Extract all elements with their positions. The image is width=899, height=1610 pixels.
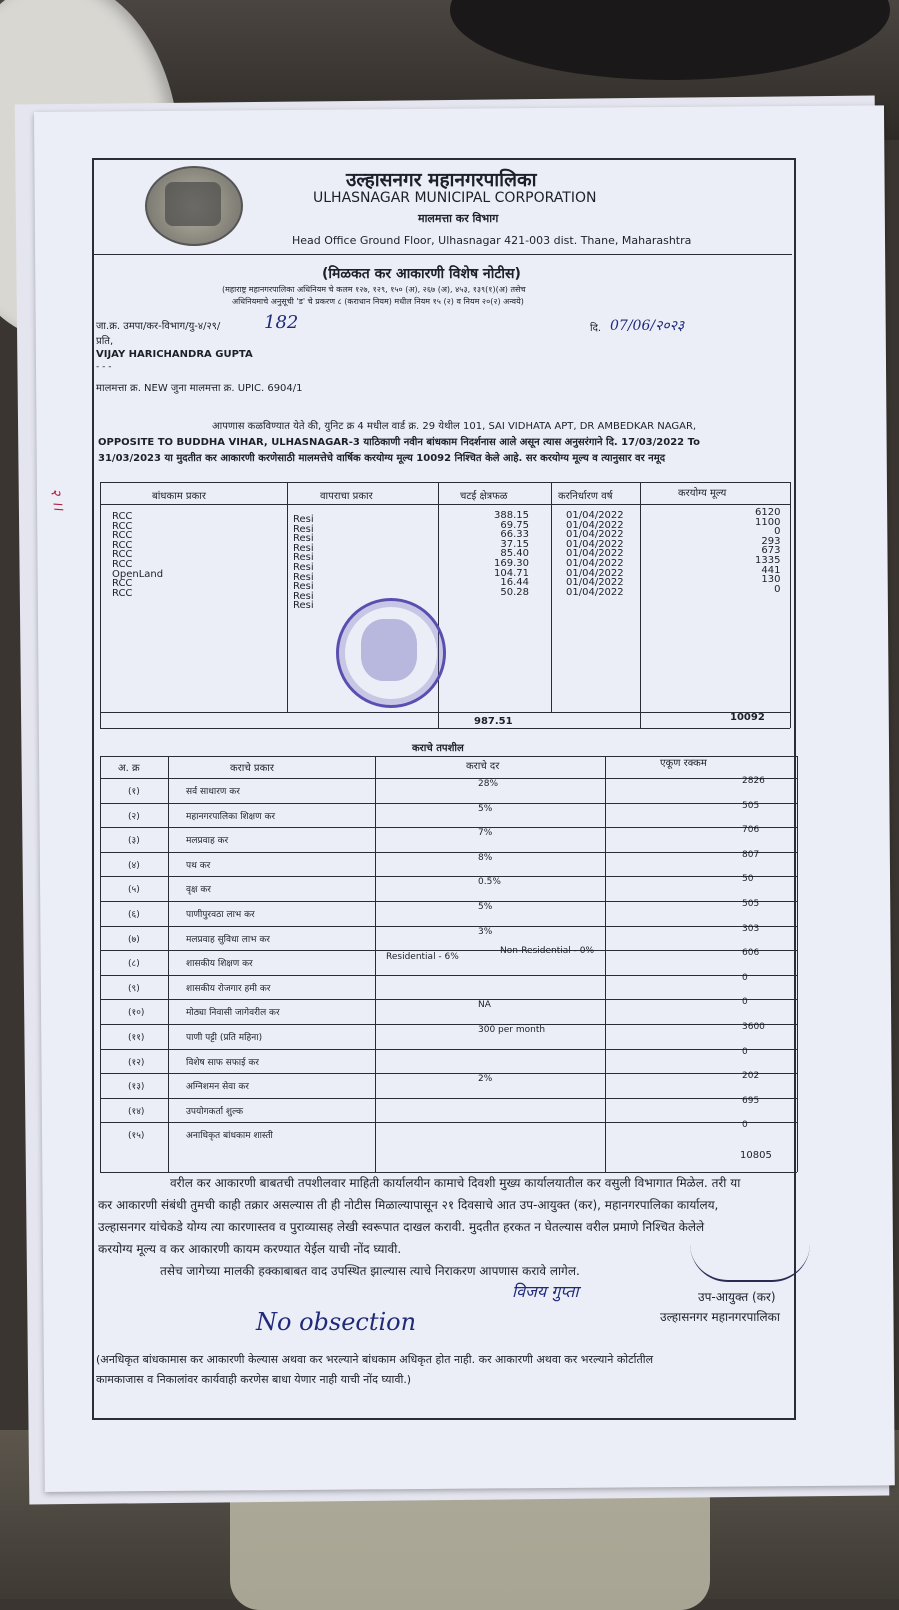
- act-line-2: अधिनियमाचे अनुसूची 'ड' चे प्रकरण ८ (कराधान नियम) मधील नियम १५ (२) व नियम २०(२) अन्वये): [232, 297, 524, 306]
- tax-row-divider: [100, 975, 797, 976]
- tax-row-divider: [100, 1073, 797, 1074]
- tax-row-rate: NA: [478, 1000, 491, 1011]
- tax-row-divider: [100, 876, 797, 877]
- col-header-year: करनिर्धारण वर्ष: [558, 491, 613, 502]
- tax-row-number: (१५): [128, 1131, 145, 1142]
- tax-row-divider: [100, 803, 797, 804]
- residential-rate: Residential - 6%: [386, 952, 459, 962]
- tax-row-number: (६): [128, 910, 140, 920]
- reference-number: जा.क्र. उमपा/कर-विभाग/यु-४/२९/: [96, 321, 221, 332]
- footer-line-5: तसेच जागेच्या मालकी हक्काबाबत वाद उपस्थित झाल्यास त्याचे निराकरण आपणास करावे लागेल.: [160, 1264, 580, 1278]
- year-values: 01/04/2022 01/04/2022 01/04/2022 01/04/2022 01/04/2022 01/04/2022 01/04/2022 01/04/2022 01/04/2022: [566, 510, 624, 598]
- owner-name: VIJAY HARICHANDRA GUPTA: [96, 349, 253, 360]
- notice-paragraph-line-2: OPPOSITE TO BUDDHA VIHAR, ULHASNAGAR-3 याठिकाणी नवीन बांधकाम निदर्शनास आले असून त्यास अनुसरंगाने दि. 17/03/2022 To: [98, 437, 700, 448]
- tax-row-type: वृक्ष कर: [186, 885, 211, 896]
- tax-row-number: (१४): [128, 1106, 145, 1117]
- tax-row-type: मोठ्या निवासी जागेवरील कर: [186, 1008, 280, 1019]
- tax-row-number: (९): [128, 983, 140, 994]
- non-residential-rate: Non-Residential - 0%: [500, 946, 595, 956]
- property-number-line: मालमत्ता क्र. NEW जुना मालमत्ता क्र. UPIC. 6904/1: [96, 383, 303, 394]
- tax-row-amount: 0: [742, 1046, 748, 1057]
- tax-row-number: (२): [128, 811, 140, 822]
- date-label: दि.: [590, 323, 602, 334]
- tax-row-rate: 8%: [478, 852, 493, 863]
- tax-row-divider: [100, 1049, 797, 1050]
- tax-row-amount: 3600: [742, 1022, 765, 1032]
- tax-row-amount: 807: [742, 849, 760, 860]
- tax-row-divider: [100, 852, 797, 853]
- tax-col-header-amount: एकूण रक्कम: [660, 758, 707, 769]
- footer-line-4: करयोग्य मूल्य व कर आकारणी कायम करण्यात येईल याची नोंद घ्यावी.: [98, 1242, 402, 1256]
- tax-col-header-no: अ. क्र: [118, 763, 140, 774]
- tax-row-number: (१०): [128, 1008, 145, 1019]
- act-line-1: (महाराष्ट्र महानगरपालिका अधिनियम चे कलम १२७, १२९, १५० (अ), २६७ (अ), ४५३, १३९(१)(अ) तसेच: [222, 285, 526, 294]
- title-marathi: उल्हासनगर महानगरपालिका: [346, 169, 537, 191]
- tax-col-header-rate: कराचे दर: [466, 761, 500, 772]
- tax-row-amount: 706: [742, 825, 760, 836]
- tax-row-rate: 5%: [478, 803, 493, 814]
- tax-row-amount: 0: [742, 1120, 748, 1131]
- date-handwritten: 07/06/२०२३: [610, 318, 685, 334]
- owner-signature: विजय गुप्ता: [512, 1282, 579, 1301]
- disclaimer-line-2: कामकाजास व निकालांवर कार्यवाही करणेस बाधा येणार नाही याची नोंद घ्यावी.): [96, 1373, 412, 1386]
- reference-number-handwritten: 182: [264, 312, 299, 333]
- tax-row-type: मलप्रवाह कर: [186, 836, 229, 847]
- tax-row-rate: 300 per month: [478, 1025, 546, 1035]
- tax-row-type: पथ कर: [186, 860, 211, 871]
- officer-signature: [690, 1244, 810, 1282]
- col-header-area: चटई क्षेत्रफळ: [460, 491, 508, 502]
- notice-paragraph-line-3: 31/03/2023 या मुदतीत कर आकारणी करणेसाठी मालमत्तेचे वार्षिक करयोग्य मूल्य 10092 निश्चित केले आहे. सर करयोग्य मूल्य व त्यानुसार वर नमूद: [98, 453, 666, 464]
- notice-paragraph-line-1: आपणास कळविण्यात येते की, युनिट क्र 4 मधील वार्ड क्र. 29 येथील 101, SAI VIDHATA APT, DR AMBEDKAR NAGAR,: [212, 421, 697, 432]
- tax-table-top-border: [100, 756, 797, 757]
- tax-row-number: (७): [128, 934, 140, 945]
- tax-row-divider: [100, 926, 797, 927]
- to-label: प्रति,: [96, 336, 114, 347]
- footer-line-3: उल्हासनगर यांचेकडे योग्य त्या कारणास्तव व पुराव्यासह लेखी स्वरूपात दाखल करावी. मुदतीत हरकत न घेतल्यास वरील प्रमाणे निश्चित केलेले: [98, 1220, 705, 1234]
- tax-row-number: (४): [128, 860, 140, 871]
- tax-row-type: शासकीय रोजगार हमी कर: [186, 983, 271, 994]
- tax-row-type: मलप्रवाह सुविधा लाभ कर: [186, 934, 270, 945]
- tax-row-divider: [100, 827, 797, 828]
- col-header-usage: वापराचा प्रकार: [320, 491, 373, 502]
- col-header-taxable-value: करयोग्य मूल्य: [678, 488, 727, 499]
- tax-row-number: (१३): [128, 1082, 145, 1093]
- tax-row-number: (३): [128, 836, 140, 847]
- tax-row-type: विशेष साफ सफाई कर: [186, 1057, 259, 1068]
- tax-row-number: (१): [128, 787, 140, 797]
- construction-values: RCC RCC RCC RCC RCC RCC OpenLand RCC RCC: [112, 511, 164, 599]
- footer-line-2: कर आकारणी संबंधी तुमची काही तक्रार असल्यास ती ही नोटीस मिळाल्यापासून २१ दिवसाचे आत उप-आयुक्त (कर), महानगरपालिका कार्यालय,: [98, 1198, 719, 1212]
- tax-row-amount: 0: [742, 997, 748, 1008]
- tax-row-divider: [100, 999, 797, 1000]
- tax-row-type: पाणीपुरवठा लाभ कर: [186, 910, 255, 920]
- tax-row-number: (११): [128, 1033, 145, 1043]
- total-taxable-value: 10092: [730, 712, 765, 723]
- usage-values: Resi Resi Resi Resi Resi Resi Resi Resi Resi Resi: [293, 514, 314, 612]
- tax-row-type: अनाधिकृत बांधकाम शास्ती: [186, 1131, 273, 1142]
- tax-row-divider: [100, 901, 797, 902]
- corporation-emblem-icon: [145, 166, 243, 246]
- tax-row-type: उपयोगकर्ता शुल्क: [186, 1106, 243, 1117]
- taxable-values: 6120 1100 0 293 673 1335 441 130 0: [755, 507, 781, 595]
- tax-row-number: (८): [128, 959, 140, 970]
- tax-row-divider: [100, 778, 797, 779]
- owner-address-dashes: - - -: [96, 362, 112, 372]
- title-english: ULHASNAGAR MUNICIPAL CORPORATION: [313, 190, 597, 206]
- footer-line-1: वरील कर आकारणी बाबतची तपशीलवार माहिती कार्यालयीन कामाचे दिवशी मुख्य कार्यालयातील कर वसुली विभागात मिळेल. तरी या: [170, 1176, 741, 1190]
- tax-row-rate: 3%: [478, 926, 493, 937]
- tax-row-type: अग्निशमन सेवा कर: [186, 1082, 249, 1093]
- tax-row-rate: 7%: [478, 828, 493, 839]
- tax-row-rate: 0.5%: [478, 877, 501, 888]
- tax-row-amount: 50: [742, 874, 754, 885]
- tax-row-rate: 5%: [478, 902, 493, 912]
- header-divider: [94, 254, 792, 255]
- address: Head Office Ground Floor, Ulhasnagar 421-003 dist. Thane, Maharashtra: [292, 234, 692, 247]
- tax-row-divider: [100, 1024, 797, 1025]
- tax-row-amount: 505: [742, 899, 760, 909]
- official-seal-stamp: [336, 598, 446, 708]
- tax-row-type: सर्व साधारण कर: [186, 787, 240, 797]
- tax-row-type: शासकीय शिक्षण कर: [186, 959, 253, 970]
- area-values: 388.15 69.75 66.33 37.15 85.40 169.30 104.71 16.44 50.28: [494, 510, 529, 598]
- signatory-title: उप-आयुक्त (कर): [698, 1290, 776, 1304]
- notice-heading: (मिळकत कर आकारणी विशेष नोटीस): [322, 266, 521, 282]
- tax-row-number: (५): [128, 885, 140, 896]
- disclaimer-line-1: (अनधिकृत बांधकामास कर आकारणी केल्यास अथवा कर भरल्याने बांधकाम अधिकृत होत नाही. कर आकारणी अथवा कर भरल्याने कोर्टातील: [96, 1353, 654, 1366]
- department: मालमत्ता कर विभाग: [418, 212, 499, 225]
- tax-row-divider: [100, 1098, 797, 1099]
- tax-row-amount: 303: [742, 923, 760, 934]
- tax-row-rate: 28%: [478, 779, 499, 789]
- tax-row-amount: 606: [742, 948, 760, 959]
- col-header-construction: बांधकाम प्रकार: [152, 491, 206, 502]
- tax-row-amount: 0: [742, 972, 748, 983]
- tax-table-caption: कराचे तपशील: [412, 743, 464, 754]
- tax-row-number: (१२): [128, 1057, 145, 1068]
- tax-row-type: महानगरपालिका शिक्षण कर: [186, 811, 276, 822]
- tax-row-divider: [100, 1122, 797, 1123]
- tax-row-amount: 505: [742, 800, 760, 811]
- tax-row-amount: 695: [742, 1095, 760, 1106]
- total-area: 987.51: [474, 716, 513, 727]
- tax-col-header-type: कराचे प्रकार: [230, 763, 274, 774]
- tax-row-amount: 202: [742, 1071, 760, 1082]
- handwritten-no-objection: No obsection: [256, 1308, 417, 1336]
- tax-row-amount: 2826: [742, 776, 765, 786]
- margin-mark: २ ।।: [46, 487, 67, 512]
- tax-row-rate: 2%: [478, 1074, 493, 1085]
- signatory-organisation: उल्हासनगर महानगरपालिका: [660, 1310, 780, 1324]
- tax-row-type: पाणी पट्टी (प्रति महिना): [186, 1033, 263, 1043]
- tax-table-bottom-border: [100, 1172, 797, 1173]
- grand-total: 10805: [740, 1150, 772, 1161]
